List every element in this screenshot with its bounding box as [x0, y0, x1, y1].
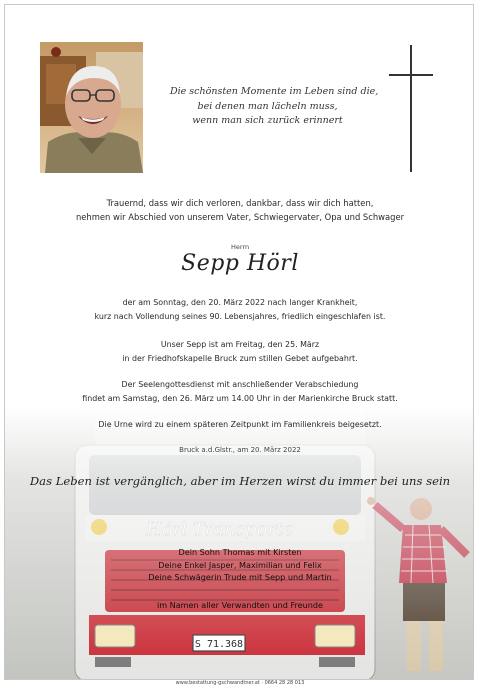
- salutation: Herrn: [230, 243, 250, 251]
- service-line-1: Der Seelengottesdienst mit anschließender Verabschiedung: [121, 380, 359, 389]
- motto: Das Leben ist vergänglich, aber im Herzen wirst du immer bei uns sein: [29, 474, 451, 488]
- quote-line-3: wenn man sich zurück erinnert: [192, 115, 343, 126]
- death-notice-line-2: kurz nach Vollendung seines 90. Lebensjahres, friedlich eingeschlafen ist.: [94, 311, 386, 321]
- memorial-quote: [170, 85, 379, 129]
- cross-icon-bar: [389, 74, 433, 76]
- viewing-line-2: in der Friedhofskapelle Bruck zum stillen Gebet aufgebahrt.: [122, 353, 358, 363]
- intro-line-2: nehmen wir Abschied von unserem Vater, Schwiegervater, Opa und Schwager: [75, 212, 405, 222]
- intro-text: [5, 196, 474, 224]
- quote-line-2: bei denen man lächeln muss,: [197, 100, 338, 112]
- family-list: [5, 546, 474, 584]
- deceased-name: Sepp Hörl: [181, 251, 299, 276]
- quote-line-1: Die schönsten Momente im Leben sind die,: [170, 86, 379, 97]
- viewing-line-1: Unser Sepp ist am Freitag, den 25. März: [160, 340, 320, 349]
- service-notice: [5, 378, 474, 405]
- family-line-1: Dein Sohn Thomas mit Kirsten: [178, 547, 302, 557]
- relatives-text: im Namen aller Verwandten und Freunde: [156, 600, 324, 610]
- service-line-2: findet am Samstag, den 26. März um 14.00 Uhr in der Marienkirche Bruck statt.: [82, 393, 398, 403]
- viewing-notice: [5, 338, 474, 365]
- obituary-card: [4, 4, 474, 680]
- intro-line-1: Trauernd, dass wir dich verloren, dankbar, dass wir dich hatten,: [106, 198, 374, 208]
- death-notice: [5, 296, 474, 323]
- family-line-2: Deine Enkel Jasper, Maximilian und Felix: [158, 559, 322, 570]
- portrait-photo: [40, 42, 143, 173]
- death-notice-line-1: der am Sonntag, den 20. März 2022 nach langer Krankheit,: [122, 298, 358, 307]
- cross-icon: [410, 45, 412, 172]
- urn-line: Die Urne wird zu einem späteren Zeitpunkt im Familienkreis beigesetzt.: [98, 420, 382, 429]
- place-and-date: Bruck a.d.Glstr., am 20. März 2022: [179, 446, 301, 454]
- family-line-3: Deine Schwägerin Trude mit Sepp und Martin: [148, 572, 332, 582]
- urn-notice: [5, 418, 474, 432]
- footer-contact: www.bestattung-gschwandtner.at · 0664 28 28 013: [175, 680, 305, 686]
- relatives-line: [5, 599, 474, 612]
